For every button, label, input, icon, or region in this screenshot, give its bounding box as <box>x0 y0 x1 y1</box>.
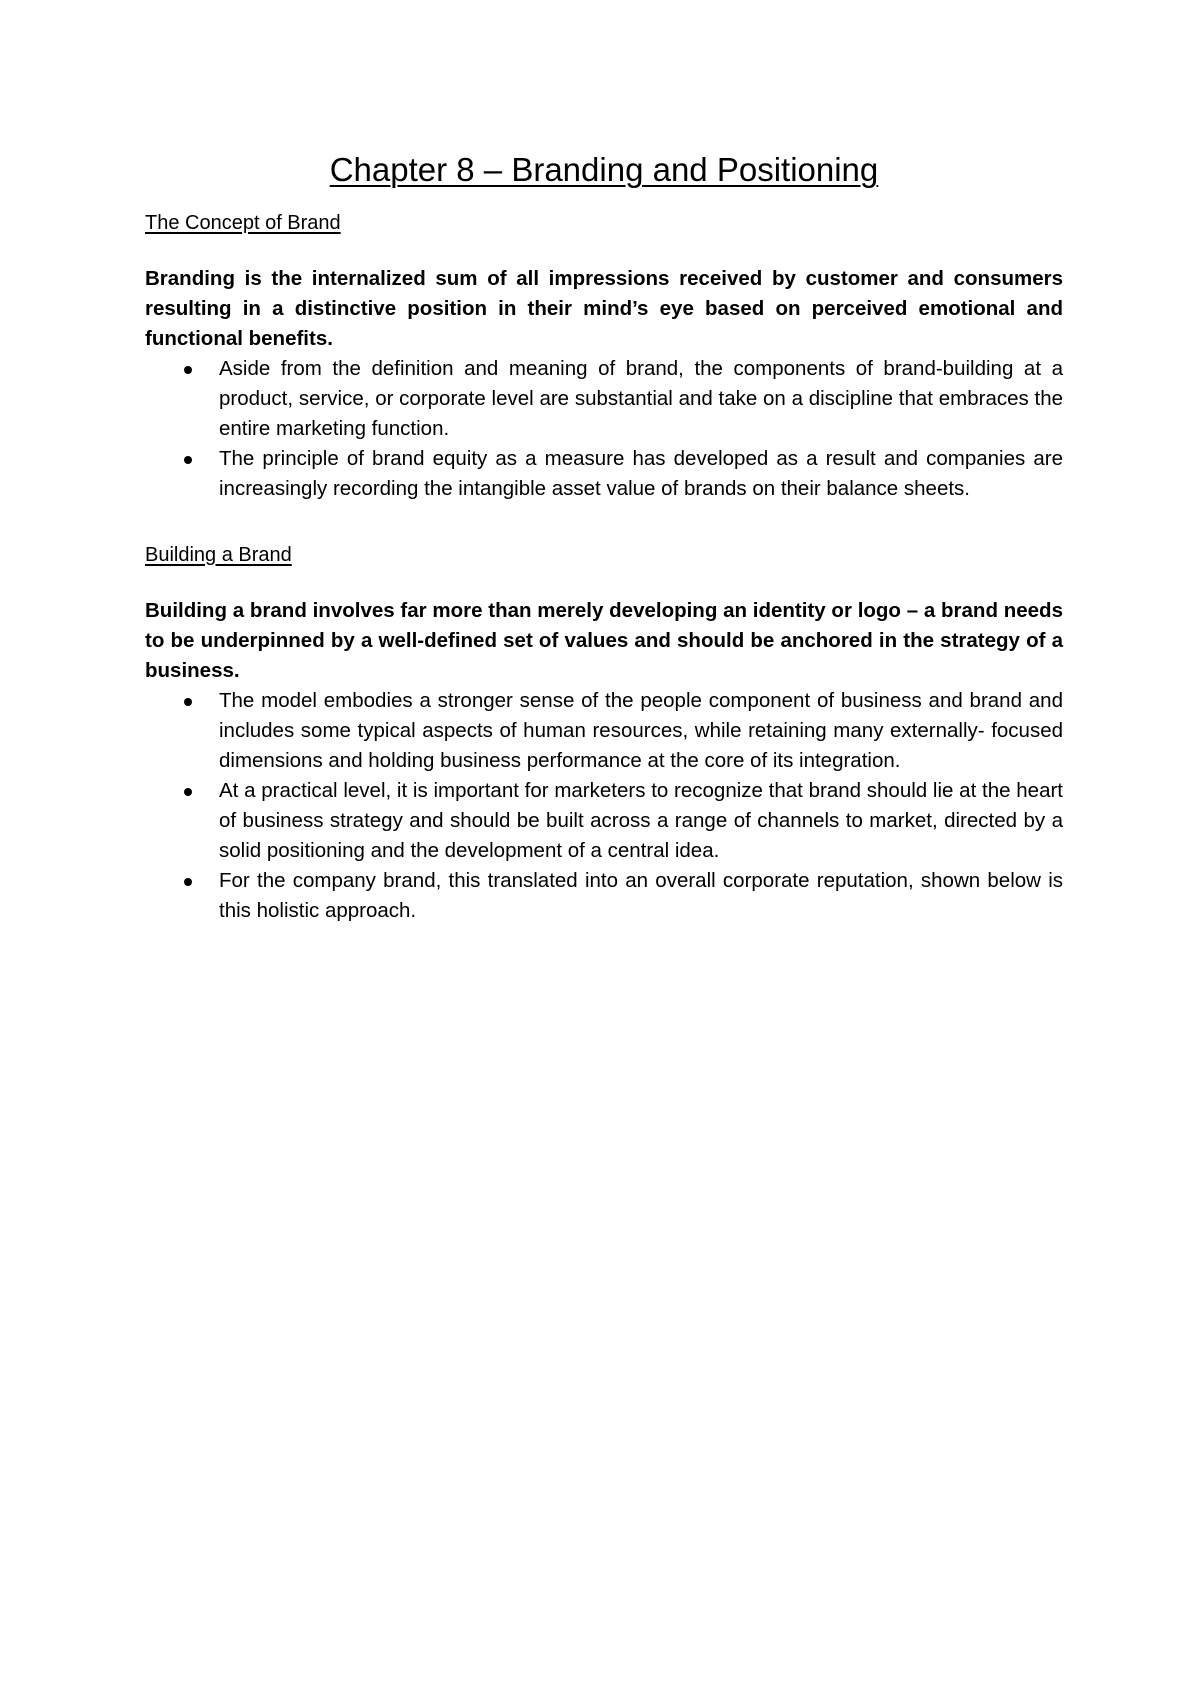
section-heading: Building a Brand <box>145 543 292 566</box>
list-item <box>145 776 1063 866</box>
list-item-text: For the company brand, this translated into an overall corporate reputation, shown below is this holistic approach. <box>219 868 1063 922</box>
list-item-text: The principle of brand equity as a measure has developed as a result and companies are increasingly recording the intangible asset value of brands on their balance sheets. <box>219 446 1063 500</box>
section-lead-paragraph: Building a brand involves far more than merely developing an identity or logo – a brand needs to be underpinned by a well-defined set of values and should be anchored in the strategy of a business. <box>145 598 1063 682</box>
bullet-icon <box>184 366 192 374</box>
section-concept-of-brand <box>145 210 1063 504</box>
section-lead-paragraph: Branding is the internalized sum of all impressions received by customer and consumers resulting in a distinctive position in their mind’s eye based on perceived emotional and functional benefits. <box>145 266 1063 350</box>
bullet-icon <box>184 456 192 464</box>
list-item-text: Aside from the definition and meaning of brand, the components of brand-building at a product, service, or corporate level are substantial and take on a discipline that embraces the entire marketing function. <box>219 356 1063 440</box>
list-item <box>145 866 1063 926</box>
bullet-icon <box>184 788 192 796</box>
bullet-list <box>145 686 1063 926</box>
bullet-icon <box>184 698 192 706</box>
list-item-text: The model embodies a stronger sense of the people component of business and brand and includes some typical aspects of human resources, while retaining many externally- focused dimensions and holding business performance at the core of its integration. <box>219 688 1063 772</box>
bullet-icon <box>184 878 192 886</box>
list-item-text: At a practical level, it is important for marketers to recognize that brand should lie at the heart of business strategy and should be built across a range of channels to market, directed by a solid positioning and the development of a central idea. <box>219 778 1063 862</box>
section-heading: The Concept of Brand <box>145 211 341 234</box>
bullet-list <box>145 354 1063 504</box>
list-item <box>145 686 1063 776</box>
list-item <box>145 444 1063 504</box>
section-building-a-brand <box>145 542 1063 926</box>
page-title: Chapter 8 – Branding and Positioning <box>329 151 879 188</box>
document-page <box>145 150 1063 964</box>
list-item <box>145 354 1063 444</box>
